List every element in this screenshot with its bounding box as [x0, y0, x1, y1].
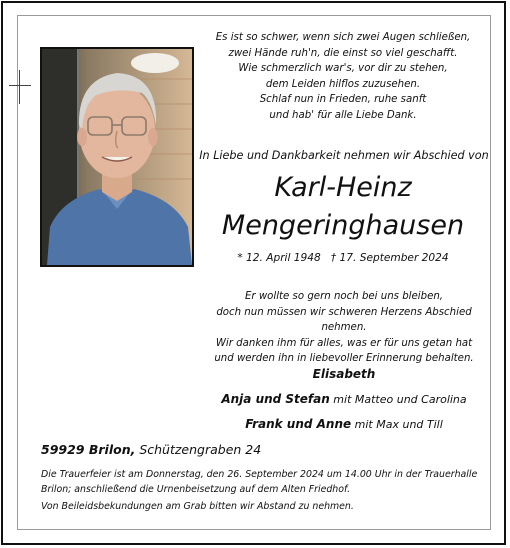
portrait-photo: [40, 47, 194, 267]
mourner-name: Elisabeth: [312, 367, 376, 381]
mourners-list: [196, 362, 492, 437]
mourner-name: Frank und Anne: [245, 417, 352, 431]
cross-icon: [19, 70, 20, 104]
verse-line: Wir danken ihm für alles, was er für uns getan hat: [215, 337, 473, 349]
intro-line: In Liebe und Dankbarkeit nehmen wir Abschied von: [199, 149, 489, 162]
mourner-line: [196, 362, 492, 387]
poem: [200, 30, 486, 123]
verse-line: doch nun müssen wir schweren Herzens Abschied nehmen.: [216, 306, 472, 333]
mourner-name: Anja und Stefan: [221, 392, 330, 406]
poem-line: Es ist so schwer, wenn sich zwei Augen schließen,: [215, 32, 471, 43]
address-street: Schützengraben 24: [135, 442, 262, 457]
address-city: 59929 Brilon,: [41, 442, 136, 457]
poem-line: Schlaf nun in Frieden, ruhe sanft: [259, 94, 427, 105]
condolence-note: Von Beileidsbekundungen am Grab bitten wir Abstand zu nehmen.: [41, 501, 354, 512]
poem-line: dem Leiden hilflos zuzusehen.: [265, 78, 421, 90]
life-dates: * 12. April 1948 † 17. September 2024: [237, 252, 449, 264]
address: [41, 442, 261, 457]
verse-line: Er wollte so gern noch bei uns bleiben,: [244, 291, 444, 302]
funeral-info: Die Trauerfeier ist am Donnerstag, den 26. September 2024 um 14.00 Uhr in der Trauerhalle Brilon; anschließend die Urnenbeisetzung auf dem Alten Friedhof.: [41, 469, 478, 495]
verse-line: und werden ihn in liebevoller Erinnerung behalten.: [214, 353, 474, 364]
poem-line: zwei Hände ruh'n, die einst so viel geschafft.: [228, 47, 458, 59]
mourner-extra: mit Matteo und Carolina: [329, 393, 467, 406]
deceased-first-name: Karl-Heinz: [274, 172, 412, 203]
mourner-extra: mit Max und Till: [351, 418, 443, 431]
mourner-line: [196, 412, 492, 437]
poem-line: Wie schmerzlich war's, vor dir zu stehen,: [238, 63, 448, 74]
deceased-last-name: Mengeringhausen: [221, 210, 465, 241]
poem-line: und hab' für alle Liebe Dank.: [269, 109, 417, 121]
cross-icon-bar: [9, 85, 31, 86]
mourner-line: [196, 387, 492, 412]
portrait-illustration: [42, 49, 192, 265]
closing-verse: [196, 289, 492, 367]
